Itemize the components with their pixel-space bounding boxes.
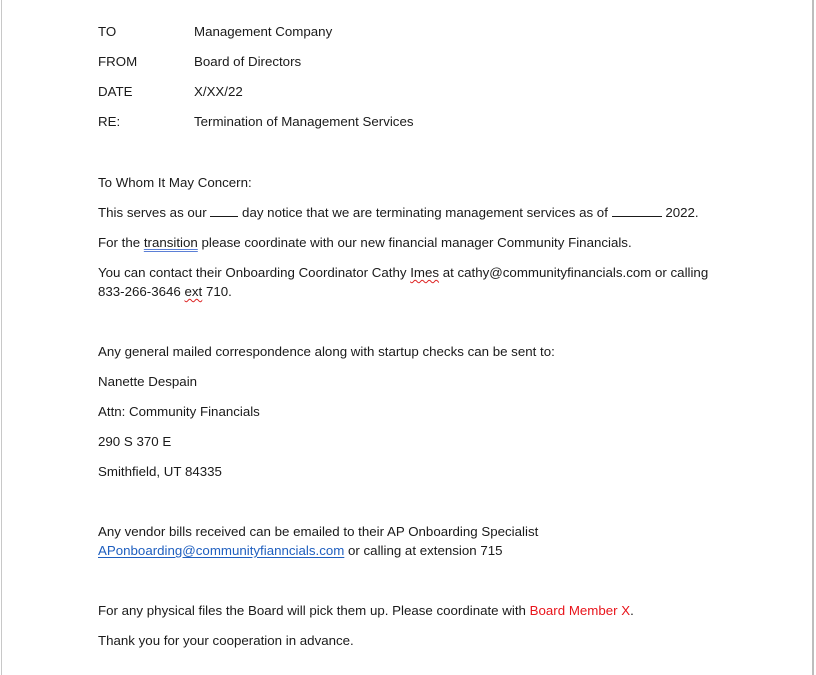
address-city-state-zip: Smithfield, UT 84335 <box>98 464 222 479</box>
vendor-line-1: Any vendor bills received can be emailed to their AP Onboarding Specialist <box>98 524 539 539</box>
re-value: Termination of Management Services <box>194 114 414 129</box>
board-member-highlight: Board Member X <box>529 603 631 618</box>
vendor-line-2 <box>98 542 503 560</box>
transition-text-2: please coordinate with our new financial manager Community Financials. <box>201 235 632 250</box>
notice-text-1: This serves as our <box>98 205 207 220</box>
vendor-line-2-rest: or calling at extension 715 <box>348 543 503 558</box>
date-label: DATE <box>98 84 133 99</box>
re-label: RE: <box>98 114 121 129</box>
contact-text-1: You can contact their Onboarding Coordinator Cathy <box>98 265 407 280</box>
contact-paragraph-line-2 <box>98 283 232 301</box>
transition-text-1: For the <box>98 235 141 250</box>
document-page <box>1 0 814 675</box>
date-blank-field[interactable] <box>612 204 662 217</box>
files-text: For any physical files the Board will pick them up. Please coordinate with <box>98 603 526 618</box>
address-street: 290 S 370 E <box>98 434 172 449</box>
grammar-flagged-word[interactable]: transition <box>143 235 198 250</box>
salutation: To Whom It May Concern: <box>98 175 252 190</box>
address-attn: Attn: Community Financials <box>98 404 260 419</box>
spelling-flagged-ext[interactable]: ext <box>184 284 203 299</box>
transition-paragraph <box>98 234 632 252</box>
days-blank-field[interactable] <box>210 204 238 217</box>
mailing-intro: Any general mailed correspondence along with startup checks can be sent to: <box>98 344 555 359</box>
address-name: Nanette Despain <box>98 374 198 389</box>
closing-line: Thank you for your cooperation in advance. <box>98 633 354 648</box>
date-value: X/XX/22 <box>194 84 243 99</box>
files-paragraph <box>98 602 634 620</box>
notice-text-2: day notice that we are terminating management services as of <box>242 205 608 220</box>
notice-text-3: 2022. <box>665 205 699 220</box>
contact-phone: 833-266-3646 <box>98 284 181 299</box>
ap-onboarding-email-link[interactable]: APonboarding@communityfianncials.com <box>98 543 345 558</box>
from-value: Board of Directors <box>194 54 302 69</box>
to-value: Management Company <box>194 24 333 39</box>
contact-text-2: at cathy@communityfinancials.com or calling <box>442 265 709 280</box>
files-end: . <box>630 603 634 618</box>
from-label: FROM <box>98 54 138 69</box>
contact-ext-number: 710. <box>205 284 232 299</box>
spelling-flagged-name[interactable]: Imes <box>410 265 440 280</box>
to-label: TO <box>98 24 117 39</box>
contact-paragraph-line-1 <box>98 264 708 282</box>
notice-paragraph <box>98 204 699 222</box>
